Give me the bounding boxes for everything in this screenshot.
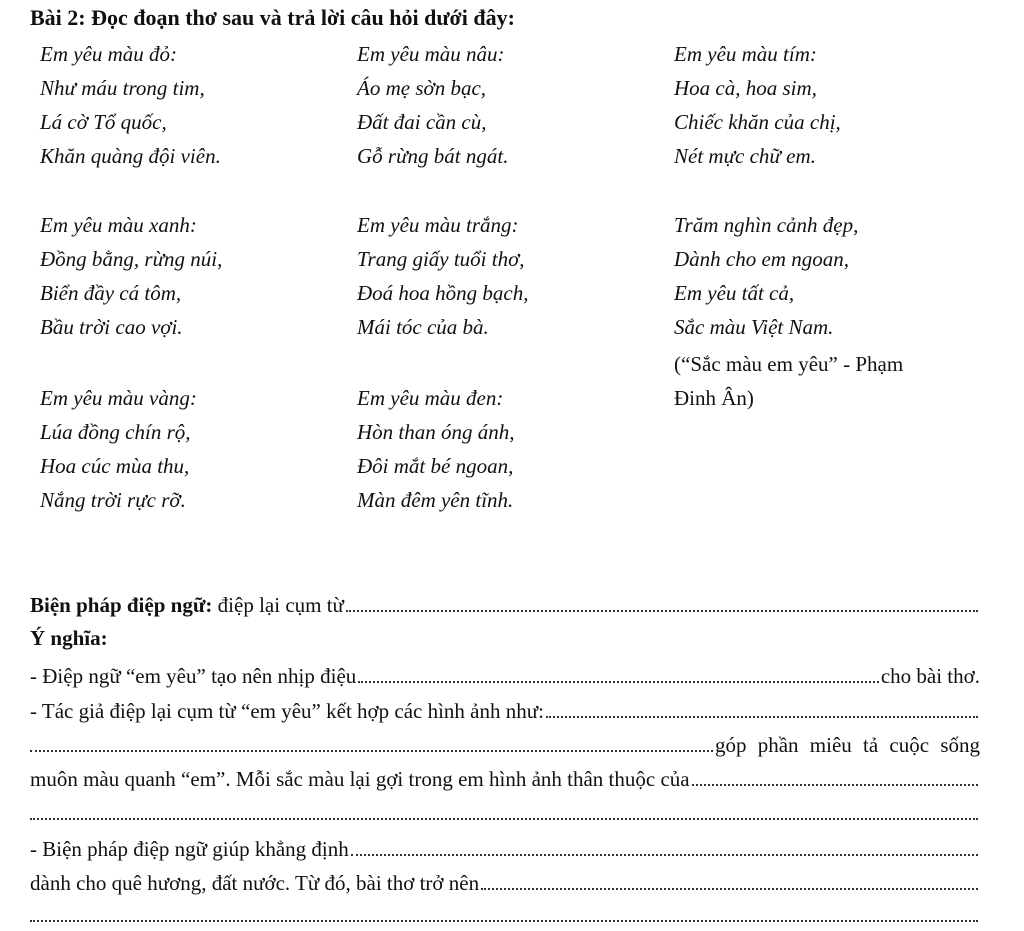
poem-line: Gỗ rừng bát ngát.: [357, 144, 509, 168]
familiar-line: [30, 765, 980, 793]
rhythm-end: cho bài thơ.: [880, 664, 980, 688]
poem-line: Nắng trời rực rỡ.: [40, 488, 186, 512]
images-end: góp phần miêu tả cuộc sống: [714, 733, 980, 757]
technique-label: Biện pháp điệp ngữ:: [30, 593, 213, 617]
poem-line: Em yêu màu xanh:: [40, 213, 197, 237]
stanza-brown: [357, 37, 508, 173]
poem-line: Màn đêm yên tĩnh.: [357, 488, 514, 512]
answer-blank[interactable]: [481, 870, 978, 890]
stanza-yellow: [40, 381, 197, 517]
poem-line: Chiếc khăn của chị,: [674, 110, 841, 134]
blank-line: [30, 800, 980, 820]
answer-blank[interactable]: [692, 766, 978, 786]
homeland-text: dành cho quê hương, đất nước. Từ đó, bài thơ trở nên: [30, 871, 480, 895]
answer-blank[interactable]: [346, 592, 978, 612]
technique-line: [30, 591, 980, 619]
affirm-line: [30, 835, 980, 863]
poem-line: Em yêu màu đen:: [357, 386, 504, 410]
affirm-text: - Biện pháp điệp ngữ giúp khẳng định: [30, 837, 349, 861]
poem-line: Em yêu màu trắng:: [357, 213, 519, 237]
images-continuation: [30, 731, 980, 759]
poem-line: Em yêu màu nâu:: [357, 42, 505, 66]
answer-blank[interactable]: [30, 800, 978, 820]
poem-line: Trang giấy tuổi thơ,: [357, 247, 525, 271]
poem-line: Khăn quàng đội viên.: [40, 144, 221, 168]
credit-line: Đinh Ân): [674, 386, 754, 410]
stanza-purple: [674, 37, 841, 173]
blank-line: [30, 902, 980, 922]
poem-line: Trăm nghìn cảnh đẹp,: [674, 213, 859, 237]
poem-line: Hoa cà, hoa sim,: [674, 76, 817, 100]
poem-line: Em yêu màu tím:: [674, 42, 817, 66]
stanza-black: [357, 381, 515, 517]
poem-line: Đôi mắt bé ngoan,: [357, 454, 514, 478]
meaning-heading: Ý nghĩa:: [30, 626, 108, 650]
poem-line: Em yêu màu đỏ:: [40, 42, 178, 66]
poem-line: Em yêu màu vàng:: [40, 386, 197, 410]
poem-line: Hoa cúc mùa thu,: [40, 454, 190, 478]
exercise-title: Bài 2: Đọc đoạn thơ sau và trả lời câu hỏi dưới đây:: [30, 5, 515, 30]
poem-line: Biển đầy cá tôm,: [40, 281, 182, 305]
poem-line: Áo mẹ sờn bạc,: [357, 76, 487, 100]
poem-line: Đồng bằng, rừng núi,: [40, 247, 223, 271]
stanza-all-colors: [674, 208, 858, 344]
images-text: - Tác giả điệp lại cụm từ “em yêu” kết hợp các hình ảnh như:: [30, 699, 544, 723]
poem-line: Sắc màu Việt Nam.: [674, 315, 834, 339]
credit-line: (“Sắc màu em yêu” - Phạm: [674, 352, 904, 376]
answer-blank[interactable]: [30, 902, 978, 922]
poem-line: Đất đai cần cù,: [357, 110, 487, 134]
poem-line: Hòn than óng ánh,: [357, 420, 515, 444]
answer-blank[interactable]: [351, 836, 978, 856]
poem-line: Lá cờ Tổ quốc,: [40, 110, 167, 134]
poem-line: Em yêu tất cả,: [674, 281, 795, 305]
homeland-line: [30, 869, 980, 897]
poem-credit: [674, 347, 903, 415]
stanza-white: [357, 208, 529, 344]
poem-line: Nét mực chữ em.: [674, 144, 816, 168]
poem-line: Mái tóc của bà.: [357, 315, 489, 339]
poem-line: Đoá hoa hồng bạch,: [357, 281, 529, 305]
stanza-green: [40, 208, 222, 344]
answer-blank[interactable]: [30, 732, 713, 752]
images-line: [30, 697, 980, 725]
poem-line: Dành cho em ngoan,: [674, 247, 849, 271]
answer-blank[interactable]: [358, 663, 879, 683]
technique-text: điệp lại cụm từ: [217, 593, 344, 617]
poem-line: Bầu trời cao vợi.: [40, 315, 183, 339]
answer-blank[interactable]: [546, 698, 978, 718]
rhythm-text: - Điệp ngữ “em yêu” tạo nên nhịp điệu: [30, 664, 357, 688]
stanza-red: [40, 37, 221, 173]
familiar-text: muôn màu quanh “em”. Mỗi sắc màu lại gợi trong em hình ảnh thân thuộc của: [30, 767, 690, 791]
poem-line: Như máu trong tim,: [40, 76, 205, 100]
rhythm-line: [30, 662, 980, 690]
poem-line: Lúa đồng chín rộ,: [40, 420, 191, 444]
